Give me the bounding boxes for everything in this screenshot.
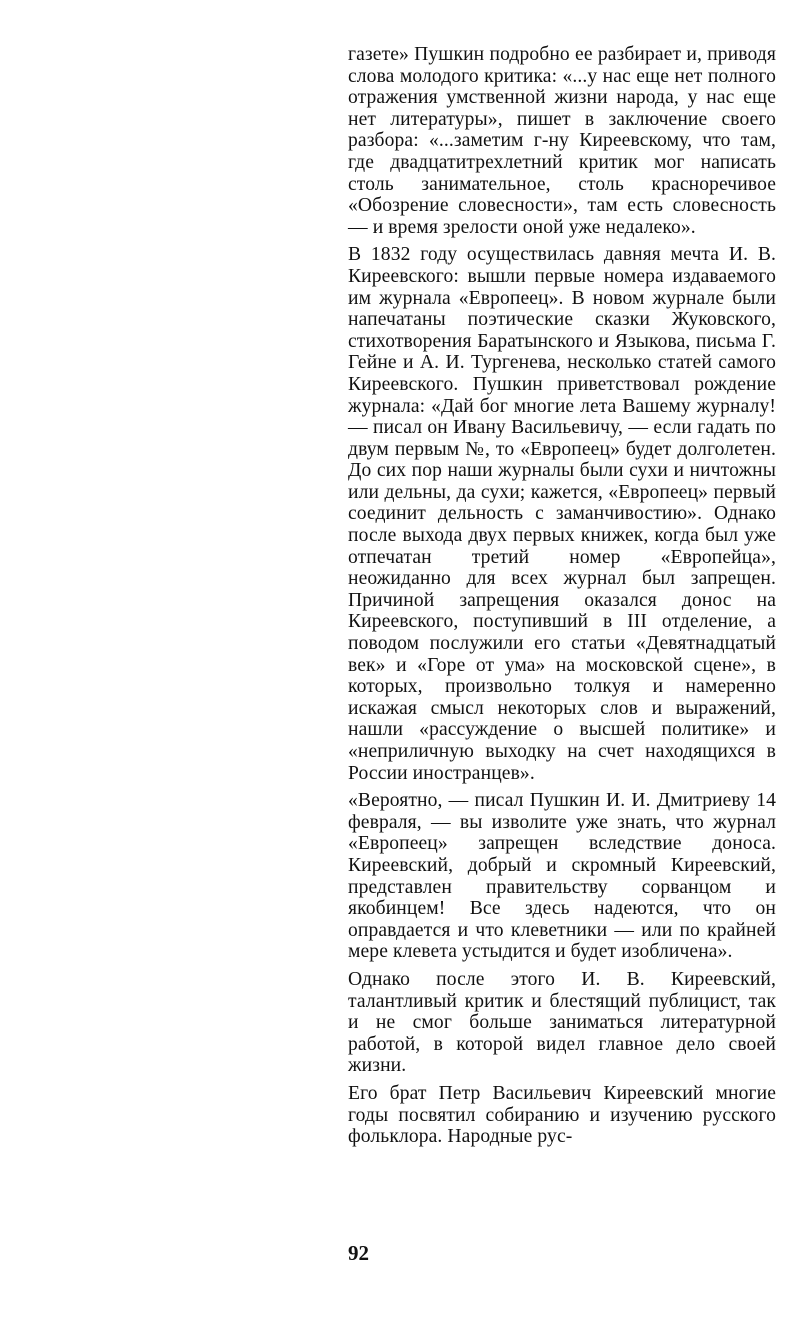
paragraph-2: В 1832 году осуществилась давняя мечта И. В. Киреевского: вышли первые номера издаваемого им журнала «Европеец». В новом журнале были напечатаны поэтические сказки Жуковского, стихотворения Баратынского и Языкова, письма Г. Гейне и А. И. Тургенева, несколько статей самого Киреевского. Пушкин приветствовал рождение журнала: «Дай бог многие лета Вашему журналу! — писал он Ивану Васильевичу, — если гадать по двум первым №, то «Европеец» будет долголетен. До сих пор наши журналы были сухи и ничтожны или дельны, да сухи; кажется, «Европеец» первый соединит дельность с заманчивостию». Однако после выхода двух первых книжек, когда был уже отпечатан третий номер «Европейца», неожиданно для всех журнал был запрещен. Причиной запрещения оказался донос на Киреевского, поступивший в III отделение, а поводом послужили его статьи «Девятнадцатый век» и «Горе от ума» на московской сцене», в которых, произвольно толкуя и намеренно искажая смысл некоторых слов и выражений, нашли «рассуждение о высшей политике» и «неприличную выходку на счет находящихся в России иностранцев». bbox=[348, 244, 776, 784]
paragraph-5: Его брат Петр Васильевич Киреевский многие годы посвятил собиранию и изучению русского фольклора. Народные рус- bbox=[348, 1082, 776, 1148]
page-number: 92 bbox=[348, 1241, 369, 1265]
paragraph-3: «Вероятно, — писал Пушкин И. И. Дмитриеву 14 февраля, — вы изволите уже знать, что журнал «Европеец» запрещен вследствие доноса. Киреевский, добрый и скромный Киреевский, представлен правительству сорванцом и якобинцем! Все здесь надеются, что он оправдается и что клеветники — или по крайней мере клевета устыдится и будет изобличена». bbox=[348, 790, 776, 963]
main-text-column bbox=[348, 44, 776, 1154]
paragraph-4: Однако после этого И. В. Киреевский, талантливый критик и блестящий публицист, так и не смог больше заниматься литературной работой, в которой видел главное дело своей жизни. bbox=[348, 968, 776, 1077]
paragraph-1: газете» Пушкин подробно ее разбирает и, приводя слова молодого критика: «...у нас еще нет полного отражения умственной жизни народа, у нас еще нет литературы», пишет в заключение своего разбора: «...заметим г-ну Киреевскому, что там, где двадцатитрехлетний критик мог написать столь занимательное, столь красноречивое «Обозрение словесности», там есть словесность — и время зрелости оной уже недалеко». bbox=[348, 44, 776, 238]
